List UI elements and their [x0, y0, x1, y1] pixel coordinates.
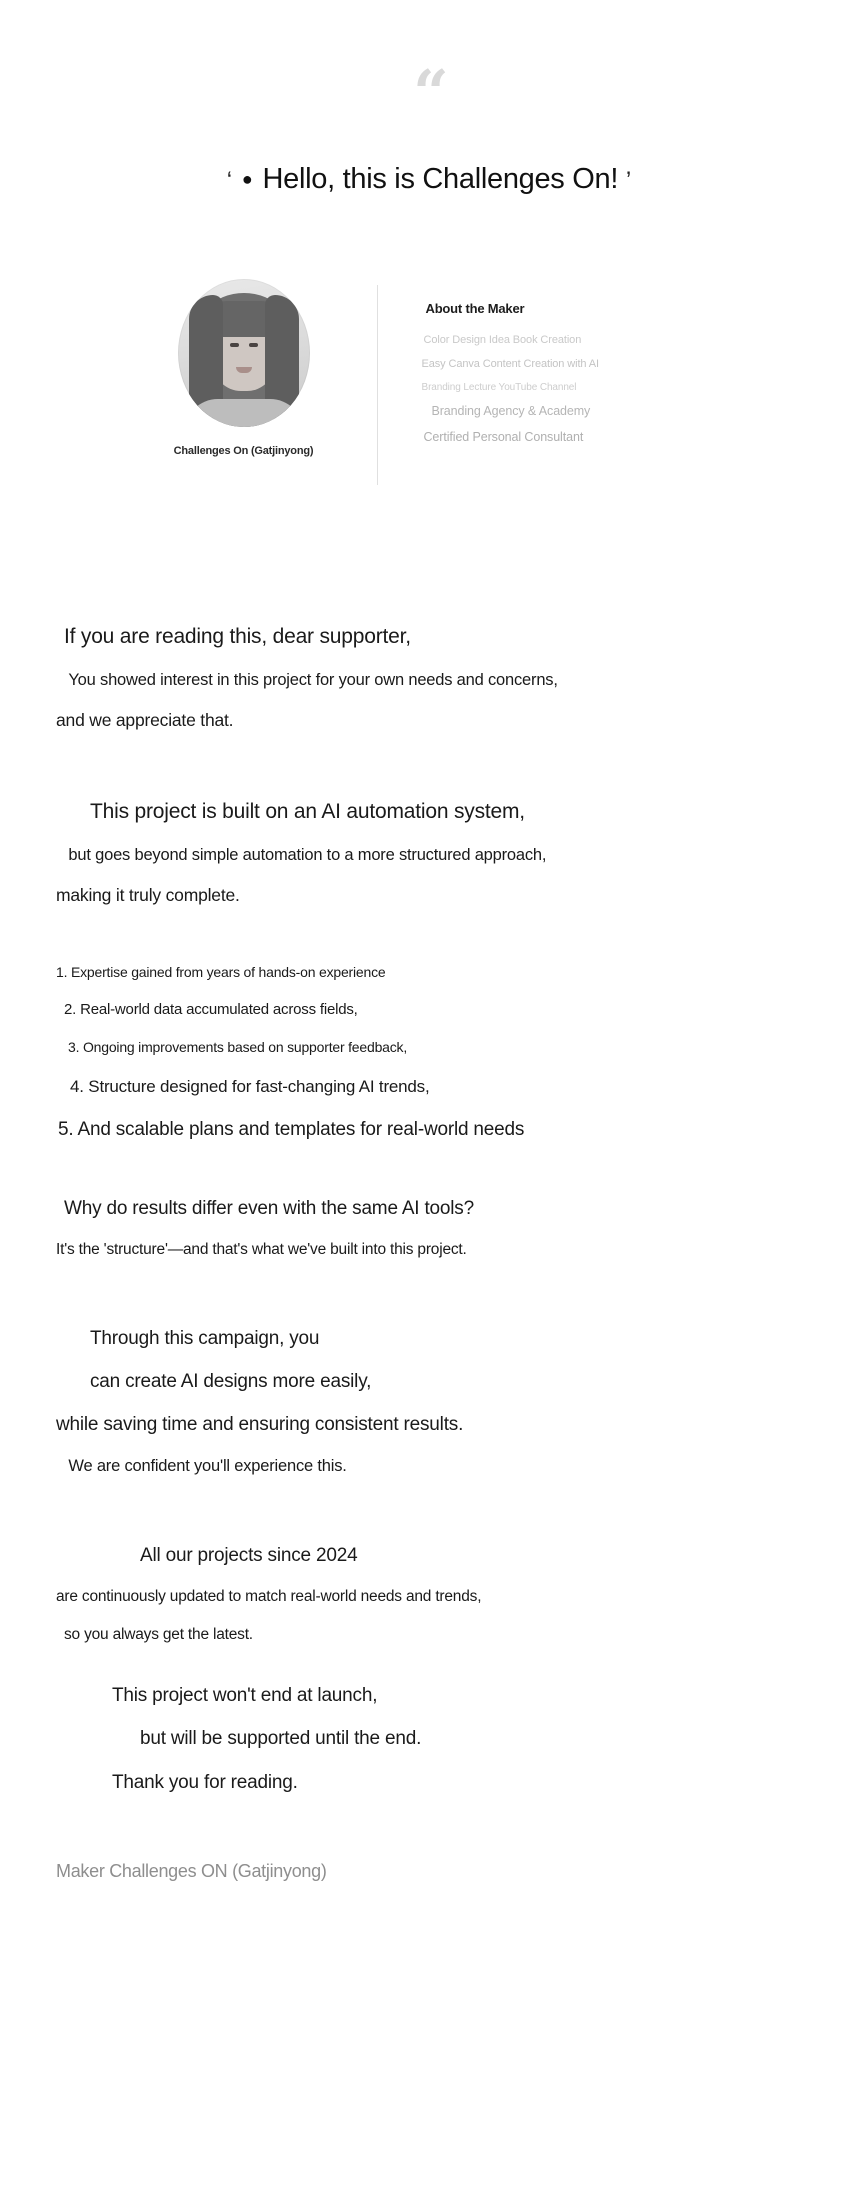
paragraph-line: making it truly complete.	[56, 885, 240, 906]
spacer	[56, 868, 804, 882]
paragraph-line: Through this campaign, you	[90, 1327, 320, 1349]
spacer	[56, 1396, 804, 1410]
spacer	[56, 1440, 804, 1454]
spacer	[56, 1353, 804, 1367]
bullet-icon: ●	[241, 169, 255, 189]
maker-signature: Maker Challenges ON (Gatjinyong)	[56, 1861, 327, 1882]
profile-right-column	[422, 279, 722, 457]
paragraph-line: but goes beyond simple automation to a more structured approach,	[64, 845, 547, 864]
paragraph-line: If you are reading this, dear supporter,	[64, 625, 411, 649]
spacer	[56, 1160, 804, 1194]
spacer	[56, 829, 804, 843]
paragraph-project	[56, 796, 804, 909]
about-heading: About the Maker	[425, 301, 525, 317]
spacer	[56, 1647, 804, 1681]
vertical-divider	[377, 285, 378, 485]
profile-left-column	[139, 279, 349, 457]
spacer	[56, 1571, 804, 1585]
list-item: Easy Canva Content Creation with AI	[421, 358, 599, 371]
spacer	[56, 1224, 804, 1238]
about-credentials-list	[422, 334, 722, 445]
hero-section	[0, 0, 860, 199]
spacer	[56, 693, 804, 707]
paragraph-line: but will be supported until the end.	[140, 1728, 422, 1750]
title-open-quote: ‘	[226, 167, 235, 194]
spacer	[56, 1754, 804, 1768]
spacer	[56, 1479, 804, 1541]
spacer	[56, 910, 804, 962]
paragraph-line: so you always get the latest.	[64, 1625, 253, 1643]
paragraph-line: can create AI designs more easily,	[90, 1371, 372, 1392]
spacer	[56, 734, 804, 796]
list-item: 4. Structure designed for fast-changing AI trends,	[70, 1077, 430, 1097]
list-item: Branding Agency & Academy	[431, 404, 591, 419]
title-text: Hello, this is Challenges On!	[262, 163, 619, 195]
paragraph-line: and we appreciate that.	[56, 710, 234, 731]
list-item: Certified Personal Consultant	[423, 430, 584, 445]
page-title	[0, 160, 860, 199]
footer	[0, 1861, 860, 1922]
maker-profile	[0, 279, 860, 485]
spacer	[56, 1710, 804, 1724]
paragraph-line: It's the 'structure'—and that's what we've built into this project.	[56, 1240, 467, 1258]
list-item: Branding Lecture YouTube Channel	[421, 382, 577, 394]
paragraph-line: This project won't end at launch,	[112, 1684, 378, 1706]
avatar-shoulders	[184, 399, 304, 427]
paragraph-line: Why do results differ even with the same AI tools?	[64, 1198, 474, 1220]
paragraph-line: Thank you for reading.	[112, 1771, 298, 1793]
list-item: 5. And scalable plans and templates for real-world needs	[58, 1118, 525, 1140]
list-item: 2. Real-world data accumulated across fields,	[64, 1000, 358, 1018]
spacer	[56, 654, 804, 668]
paragraph-intro	[56, 621, 804, 734]
double-quote-icon: “	[413, 56, 447, 129]
paragraph-line: This project is built on an AI automation system,	[90, 800, 525, 824]
spacer	[56, 1609, 804, 1623]
title-close-quote: ’	[625, 167, 634, 194]
list-item: 1. Expertise gained from years of hands-on experience	[56, 963, 386, 980]
paragraph-line: We are confident you'll experience this.	[64, 1456, 347, 1475]
spacer	[56, 1262, 804, 1324]
avatar	[178, 279, 310, 427]
paragraph-line: while saving time and ensuring consistent results.	[56, 1414, 464, 1436]
paragraph-question	[56, 1194, 804, 1261]
paragraph-closing	[56, 1681, 804, 1797]
paragraph-line: are continuously updated to match real-world needs and trends,	[56, 1587, 482, 1605]
avatar-eye-right	[249, 343, 258, 347]
list-item: Color Design Idea Book Creation	[423, 334, 582, 347]
paragraph-line: All our projects since 2024	[140, 1545, 358, 1567]
paragraph-updates	[56, 1541, 804, 1646]
body-copy	[0, 621, 860, 1797]
list-item: 3. Ongoing improvements based on supporter feedback,	[68, 1039, 408, 1056]
paragraph-line: You showed interest in this project for your own needs and concerns,	[64, 670, 558, 689]
avatar-eye-left	[230, 343, 239, 347]
avatar-caption: Challenges On (Gatjinyong)	[173, 445, 314, 458]
paragraph-campaign	[56, 1324, 804, 1480]
numbered-strength-list	[56, 962, 804, 1145]
